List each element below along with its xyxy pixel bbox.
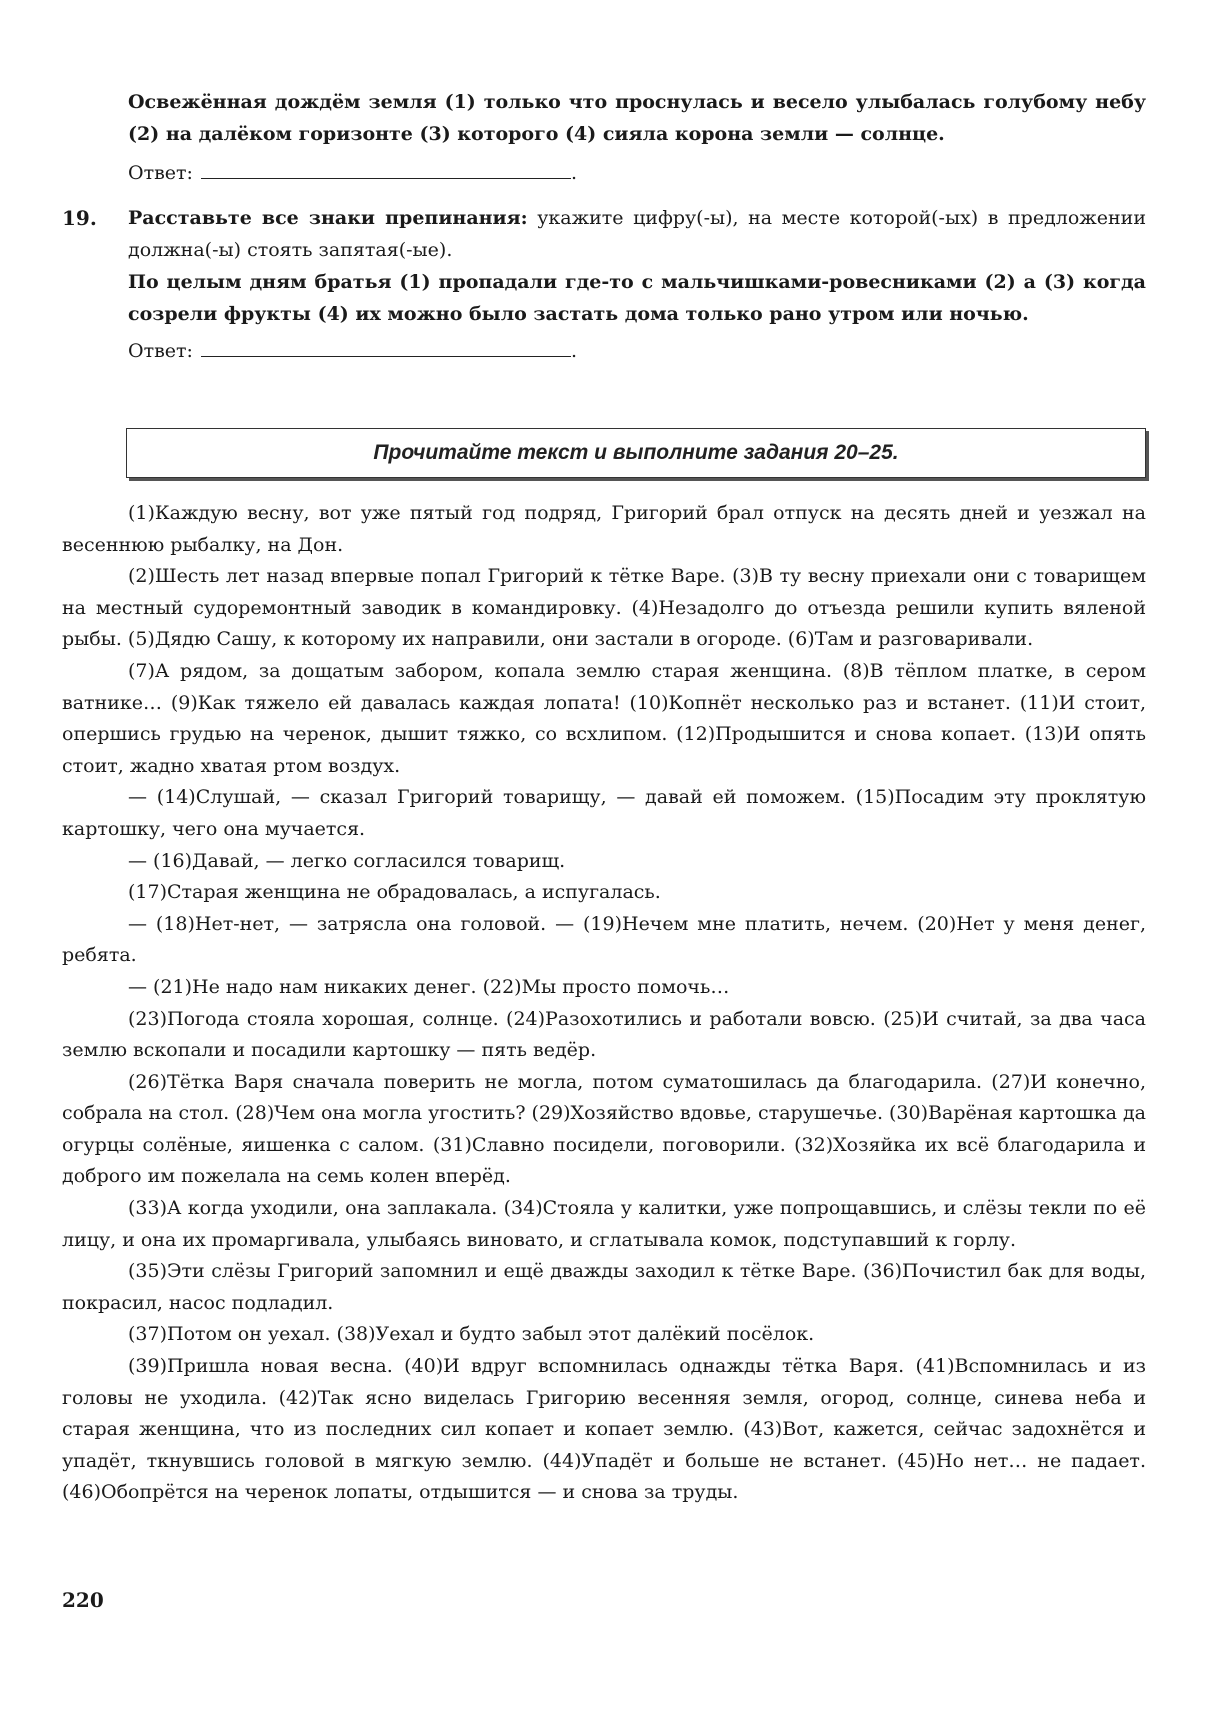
task18-answer-row <box>128 156 577 188</box>
task19-instruction-bold: Расставьте все знаки препинания: <box>128 207 528 229</box>
paragraph: (39)Пришла новая весна. (40)И вдруг вспомнилась однажды тётка Варя. (41)Вспомнилась и из головы не уходила. (42)Так ясно виделась Григорию весенняя земля, огород, солнце, синева неба и старая женщина, что из последних сил копает и копает землю. (43)Вот, кажется, сейчас задохнётся и упадёт, ткнувшись головой в мягкую землю. (44)Упадёт и больше не встанет. (45)Но нет… не падает. (46)Обопрётся на черенок лопаты, отдышится — и снова за труды. <box>62 1355 1146 1504</box>
paragraph: — (18)Нет-нет, — затрясла она головой. — (19)Нечем мне платить, нечем. (20)Нет у меня денег, ребята. <box>62 912 1146 967</box>
paragraph: (35)Эти слёзы Григорий запомнил и ещё дважды заходил к тётке Варе. (36)Почистил бак для воды, покрасил, насос подладил. <box>62 1260 1146 1314</box>
task19-answer-end: . <box>570 340 577 362</box>
paragraph: — (14)Слушай, — сказал Григорий товарищу, — давай ей поможем. (15)Посадим эту проклятую картошку, чего она мучается. <box>62 786 1146 840</box>
paragraph: (7)А рядом, за дощатым забором, копала землю старая женщина. (8)В тёплом платке, в сером ватнике… (9)Как тяжело ей давалась каждая лопата! (10)Копнёт несколько раз и встанет. (11)И стоит, опершись грудью на черенок, дышит тяжко, со всхлипом. (12)Продышится и снова копает. (13)И опять стоит, жадно хватая ртом воздух. <box>62 659 1146 777</box>
paragraph: (1)Каждую весну, вот уже пятый год подряд, Григорий брал отпуск на десять дней и уезжал на весеннюю рыбалку, на Дон. <box>62 502 1146 556</box>
task18-answer-end: . <box>570 162 577 184</box>
task19-answer-row <box>128 334 577 366</box>
paragraph: (23)Погода стояла хорошая, солнце. (24)Разохотились и работали вовсю. (25)И считай, за два часа землю вскопали и посадили картошку — пять ведёр. <box>62 1007 1146 1062</box>
task19-instruction-rest: укажите цифру(-ы), на месте которой(-ых) в предложении должна(-ы) стоять запятая(-ые). <box>128 207 1146 261</box>
paragraph: — (21)Не надо нам никаких денег. (22)Мы просто помочь… <box>128 975 730 998</box>
task19-number: 19. <box>62 206 97 230</box>
task18-sentence: Освежённая дождём земля (1) только что проснулась и весело улыбалась голубому небу (2) на далёком горизонте (3) которого (4) сияла корона земли — солнце. <box>128 91 1146 145</box>
paragraph: (17)Старая женщина не обрадовалась, а испугалась. <box>128 881 661 904</box>
task18-answer-label: Ответ: <box>128 162 193 184</box>
reading-text <box>62 498 1146 1509</box>
task19-instruction <box>128 202 1146 266</box>
paragraph: (2)Шесть лет назад впервые попал Григорий к тётке Варе. (3)В ту весну приехали они с товарищем на местный судоремонтный заводик в командировку. (4)Незадолго до отъезда решили купить вяленой рыбы. (5)Дядю Сашу, к которому их направили, они застали в огороде. (6)Там и разговаривали. <box>62 565 1146 651</box>
task19-sentence: По целым дням братья (1) пропадали где-то с мальчишками-ровесниками (2) а (3) когда созрели фрукты (4) их можно было застать дома только рано утром или ночью. <box>128 271 1146 325</box>
paragraph: (26)Тётка Варя сначала поверить не могла, потом суматошилась да благодарила. (27)И конечно, собрала на стол. (28)Чем она могла угостить? (29)Хозяйство вдовье, старушечье. (30)Варёная картошка да огурцы солёные, яишенка с салом. (31)Славно посидели, поговорили. (32)Хозяйка их всё благодарила и доброго им пожелала на семь колен вперёд. <box>62 1070 1146 1188</box>
instruction-banner: Прочитайте текст и выполните задания 20–25. <box>126 428 1146 478</box>
page-number: 220 <box>62 1588 104 1612</box>
paragraph: — (16)Давай, — легко согласился товарищ. <box>128 849 566 872</box>
task19-answer-field[interactable] <box>201 334 571 357</box>
paragraph: (33)А когда уходили, она заплакала. (34)Стояла у калитки, уже попрощавшись, и слёзы текли по её лицу, и она их промаргивала, улыбаясь виновато, и сглатывала комок, подступавший к горлу. <box>62 1197 1146 1251</box>
paragraph: (37)Потом он уехал. (38)Уехал и будто забыл этот далёкий посёлок. <box>128 1323 815 1346</box>
task18-answer-field[interactable] <box>201 156 571 179</box>
task19-answer-label: Ответ: <box>128 340 193 362</box>
